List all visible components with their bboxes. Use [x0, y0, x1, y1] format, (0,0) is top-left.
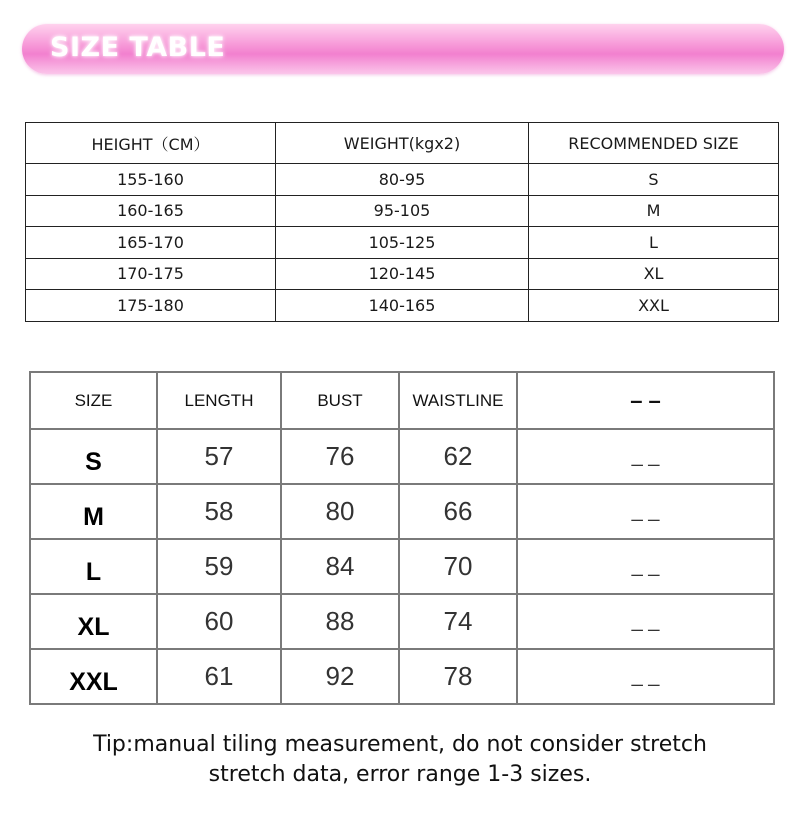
bust-cell: 88: [281, 594, 399, 649]
blank-cell: _ _: [517, 594, 774, 649]
bust-cell: 80: [281, 484, 399, 539]
size-cell: XXL: [529, 290, 779, 322]
weight-cell: 105-125: [276, 227, 529, 259]
blank-cell: _ _: [517, 539, 774, 594]
length-cell: 57: [157, 429, 281, 484]
height-cell: 160-165: [26, 195, 276, 227]
height-cell: 165-170: [26, 227, 276, 259]
weight-cell: 140-165: [276, 290, 529, 322]
header-blank: – –: [517, 372, 774, 429]
length-cell: 61: [157, 649, 281, 704]
size-cell: S: [529, 164, 779, 196]
header-height: HEIGHT（CM）: [26, 123, 276, 164]
tip-note: [0, 730, 800, 790]
blank-cell: _ _: [517, 649, 774, 704]
header-waistline: WAISTLINE: [399, 372, 517, 429]
weight-cell: 95-105: [276, 195, 529, 227]
height-cell: 175-180: [26, 290, 276, 322]
length-cell: 59: [157, 539, 281, 594]
table-row: [30, 594, 774, 649]
bust-cell: 92: [281, 649, 399, 704]
header-weight: WEIGHT(kgx2): [276, 123, 529, 164]
weight-cell: 80-95: [276, 164, 529, 196]
table-row: [30, 539, 774, 594]
size-cell: L: [30, 539, 157, 594]
weight-cell: 120-145: [276, 258, 529, 290]
tip-line-2: stretch data, error range 1-3 sizes.: [208, 762, 592, 787]
height-cell: 155-160: [26, 164, 276, 196]
table-row: [26, 164, 779, 196]
waistline-cell: 74: [399, 594, 517, 649]
table-row: [30, 484, 774, 539]
table-header-row: [26, 123, 779, 164]
table-row: [26, 227, 779, 259]
size-cell: S: [30, 429, 157, 484]
size-cell: XL: [30, 594, 157, 649]
waistline-cell: 62: [399, 429, 517, 484]
size-cell: XXL: [30, 649, 157, 704]
length-cell: 60: [157, 594, 281, 649]
banner-title: SIZE TABLE: [50, 32, 226, 63]
blank-cell: _ _: [517, 484, 774, 539]
size-cell: XL: [529, 258, 779, 290]
size-table-banner: [22, 24, 784, 74]
blank-cell: _ _: [517, 429, 774, 484]
waistline-cell: 66: [399, 484, 517, 539]
height-cell: 170-175: [26, 258, 276, 290]
table-row: [30, 429, 774, 484]
height-weight-table: [25, 122, 779, 322]
size-cell: L: [529, 227, 779, 259]
waistline-cell: 70: [399, 539, 517, 594]
measurement-table: [29, 371, 775, 705]
table-row: [26, 258, 779, 290]
bust-cell: 84: [281, 539, 399, 594]
header-bust: BUST: [281, 372, 399, 429]
size-cell: M: [529, 195, 779, 227]
header-recommended-size: RECOMMENDED SIZE: [529, 123, 779, 164]
table-row: [26, 195, 779, 227]
table-row: [30, 649, 774, 704]
length-cell: 58: [157, 484, 281, 539]
table-header-row: [30, 372, 774, 429]
header-length: LENGTH: [157, 372, 281, 429]
size-cell: M: [30, 484, 157, 539]
table-row: [26, 290, 779, 322]
header-size: SIZE: [30, 372, 157, 429]
bust-cell: 76: [281, 429, 399, 484]
waistline-cell: 78: [399, 649, 517, 704]
tip-line-1: Tip:manual tiling measurement, do not consider stretch: [93, 732, 707, 757]
